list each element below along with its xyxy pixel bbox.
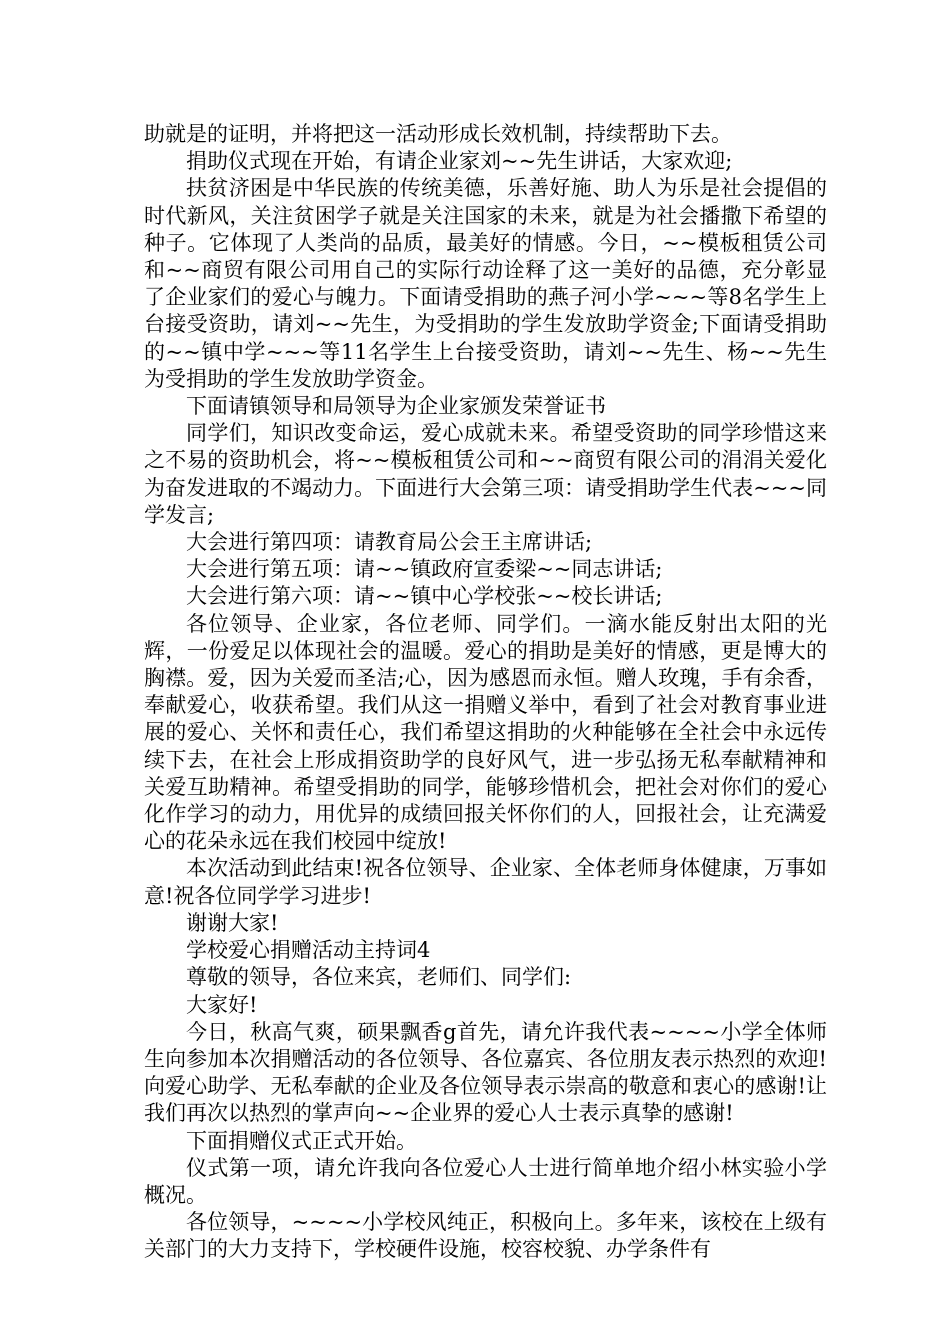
paragraph: 助就是的证明，并将把这一活动形成长效机制，持续帮助下去。	[144, 122, 732, 146]
document-body	[144, 121, 827, 1264]
paragraph: 仪式第一项，请允许我向各位爱心人士进行简单地介绍小林实验小学概况。	[144, 1155, 827, 1207]
paragraph: 大会进行第六项：请~~镇中心学校张~~校长讲话;	[186, 584, 663, 609]
paragraph: 捐助仪式现在开始，有请企业家刘~~先生讲话，大家欢迎;	[186, 149, 733, 174]
section-heading: 学校爱心捐赠活动主持词4	[186, 938, 431, 963]
paragraph: 各位领导，~~~~小学校风纯正，积极向上。多年来，该校在上级有关部门的大力支持下，学校硬件设施，校容校貌、办学条件有	[144, 1210, 827, 1262]
paragraph: 谢谢大家!	[186, 910, 279, 935]
paragraph: 同学们，知识改变命运，爱心成就未来。希望受资助的同学珍惜这来之不易的资助机会，将~~模板租赁公司和~~商贸有限公司的涓涓关爱化为奋发进取的不竭动力。下面进行大会第三项：请受捐助学生代表~~~同学发言;	[144, 421, 827, 527]
paragraph: 扶贫济困是中华民族的传统美德，乐善好施、助人为乐是社会提倡的时代新风，关注贫困学子就是关注国家的未来，就是为社会播撒下希望的种子。它体现了人类尚的品质，最美好的情感。今日，~~模板租赁公司和~~商贸有限公司用自己的实际行动诠释了这一美好的品德，充分彰显了企业家们的爱心与魄力。下面请受捐助的燕子河小学~~~等8名学生上台接受资助，请刘~~先生，为受捐助的学生发放助学资金;下面请受捐助的~~镇中学~~~等11名学生上台接受资助，请刘~~先生、杨~~先生为受捐助的学生发放助学资金。	[144, 176, 827, 391]
paragraph: 大会进行第四项：请教育局公会王主席讲话;	[186, 530, 593, 555]
paragraph: 本次活动到此结束!祝各位领导、企业家、全体老师身体健康，万事如意!祝各位同学学习进步!	[144, 856, 827, 908]
paragraph: 今日，秋高气爽，硕果飘香g首先，请允许我代表~~~~小学全体师生向参加本次捐赠活动的各位领导、各位嘉宾、各位朋友表示热烈的欢迎!向爱心助学、无私奉献的企业及各位领导表示崇高的敬意和衷心的感谢!让我们再次以热烈的掌声向~~企业界的爱心人士表示真挚的感谢!	[144, 1019, 827, 1126]
paragraph: 下面捐赠仪式正式开始。	[186, 1128, 417, 1153]
paragraph: 下面请镇领导和局领导为企业家颁发荣誉证书	[186, 394, 606, 419]
paragraph: 大会进行第五项：请~~镇政府宣委梁~~同志讲话;	[186, 557, 663, 582]
paragraph: 尊敬的领导，各位来宾，老师们、同学们:	[186, 965, 572, 990]
paragraph: 大家好!	[186, 992, 258, 1017]
paragraph: 各位领导、企业家，各位老师、同学们。一滴水能反射出太阳的光辉，一份爱足以体现社会的温暖。爱心的捐助是美好的情感，更是博大的胸襟。爱，因为关爱而圣洁;心，因为感恩而永恒。赠人玫瑰，手有余香，奉献爱心，收获希望。我们从这一捐赠义举中，看到了社会对教育事业进展的爱心、关怀和责任心，我们希望这捐助的火种能够在全社会中永远传续下去，在社会上形成捐资助学的良好风气，进一步弘扬无私奉献精神和关爱互助精神。希望受捐助的同学，能够珍惜机会，把社会对你们的爱心化作学习的动力，用优异的成绩回报关怀你们的人，回报社会，让充满爱心的花朵永远在我们校园中绽放!	[144, 611, 827, 854]
